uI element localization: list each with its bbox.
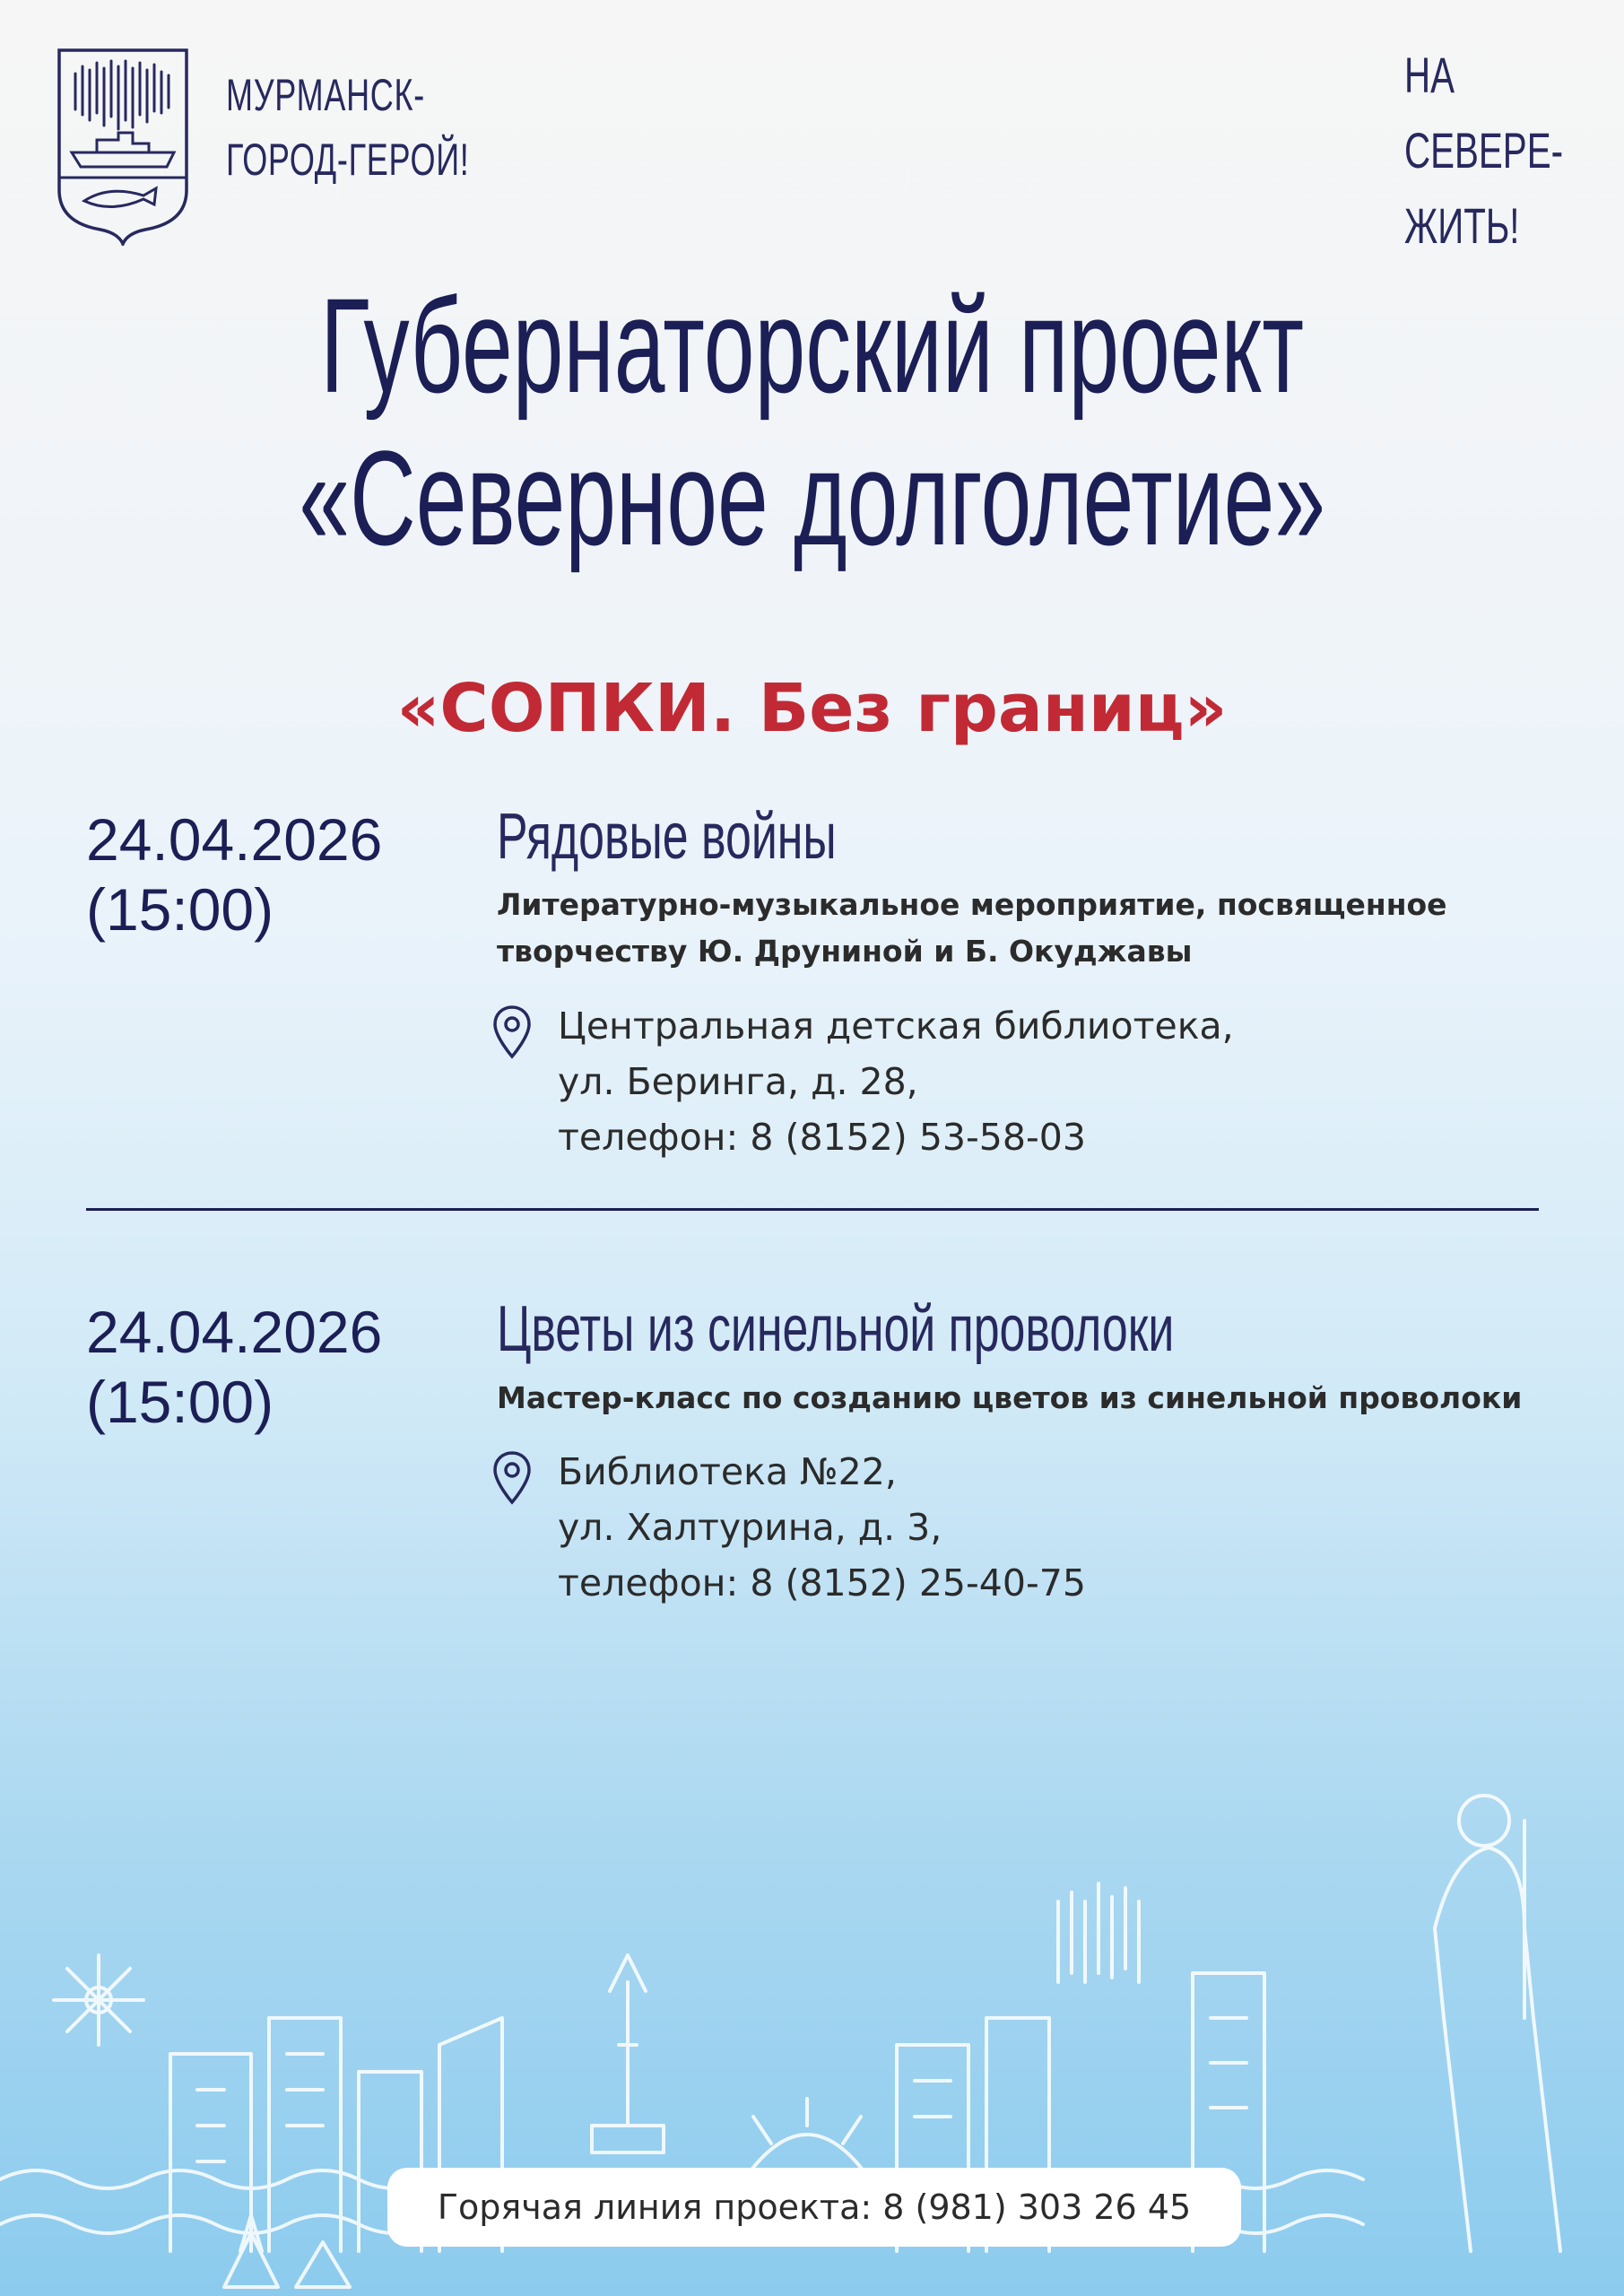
section-divider — [86, 1208, 1539, 1211]
event-place-line: телефон: 8 (8152) 53-58-03 — [558, 1116, 1086, 1159]
event-date: 24.04.2026 — [86, 1299, 383, 1365]
north-slogan-line: СЕВЕРЕ- — [1404, 122, 1564, 178]
city-slogan-line: ГОРОД-ГЕРОЙ! — [226, 135, 470, 185]
event-place-line: Центральная детская библиотека, — [558, 1004, 1234, 1048]
location-pin-icon — [491, 1450, 533, 1506]
event-place-line: ул. Беринга, д. 28, — [558, 1060, 918, 1103]
page-title-line-2: «Северное долголетие» — [299, 422, 1325, 573]
event-description-line: Мастер-класс по созданию цветов из синельной проволоки — [497, 1380, 1523, 1415]
city-slogan — [226, 63, 470, 192]
location-pin-icon — [491, 1004, 533, 1060]
event-1-title: Рядовые войны — [497, 801, 837, 873]
event-description-line: творчеству Ю. Друниной и Б. Окуджавы — [497, 934, 1193, 969]
event-1-place — [558, 998, 1234, 1165]
hotline-text: Горячая линия проекта: 8 (981) 303 26 45 — [437, 2187, 1192, 2227]
north-slogan-line: НА — [1404, 47, 1455, 103]
north-slogan — [1404, 38, 1563, 264]
event-place-line: Библиотека №22, — [558, 1450, 897, 1493]
page-subtitle: «СОПКИ. Без границ» — [396, 670, 1228, 747]
event-1-description — [497, 882, 1447, 975]
event-place-line: телефон: 8 (8152) 25-40-75 — [558, 1561, 1086, 1605]
murmansk-coat-of-arms-icon — [56, 47, 190, 246]
event-date: 24.04.2026 — [86, 806, 383, 873]
north-slogan-line: ЖИТЬ! — [1404, 197, 1520, 254]
event-time: (15:00) — [86, 876, 274, 943]
event-description-line: Литературно-музыкальное мероприятие, посвященное — [497, 887, 1447, 922]
event-place-line: ул. Халтурина, д. 3, — [558, 1506, 942, 1549]
event-2-date — [86, 1297, 382, 1437]
event-2-description — [497, 1375, 1522, 1422]
event-2-place — [558, 1444, 1086, 1611]
event-time: (15:00) — [86, 1369, 274, 1435]
page-title — [0, 269, 1624, 574]
event-2-title: Цветы из синельной проволоки — [497, 1293, 1175, 1365]
event-1-date — [86, 804, 382, 944]
city-slogan-line: МУРМАНСК- — [226, 70, 425, 120]
page-title-line-1: Губернаторский проект — [320, 270, 1304, 421]
